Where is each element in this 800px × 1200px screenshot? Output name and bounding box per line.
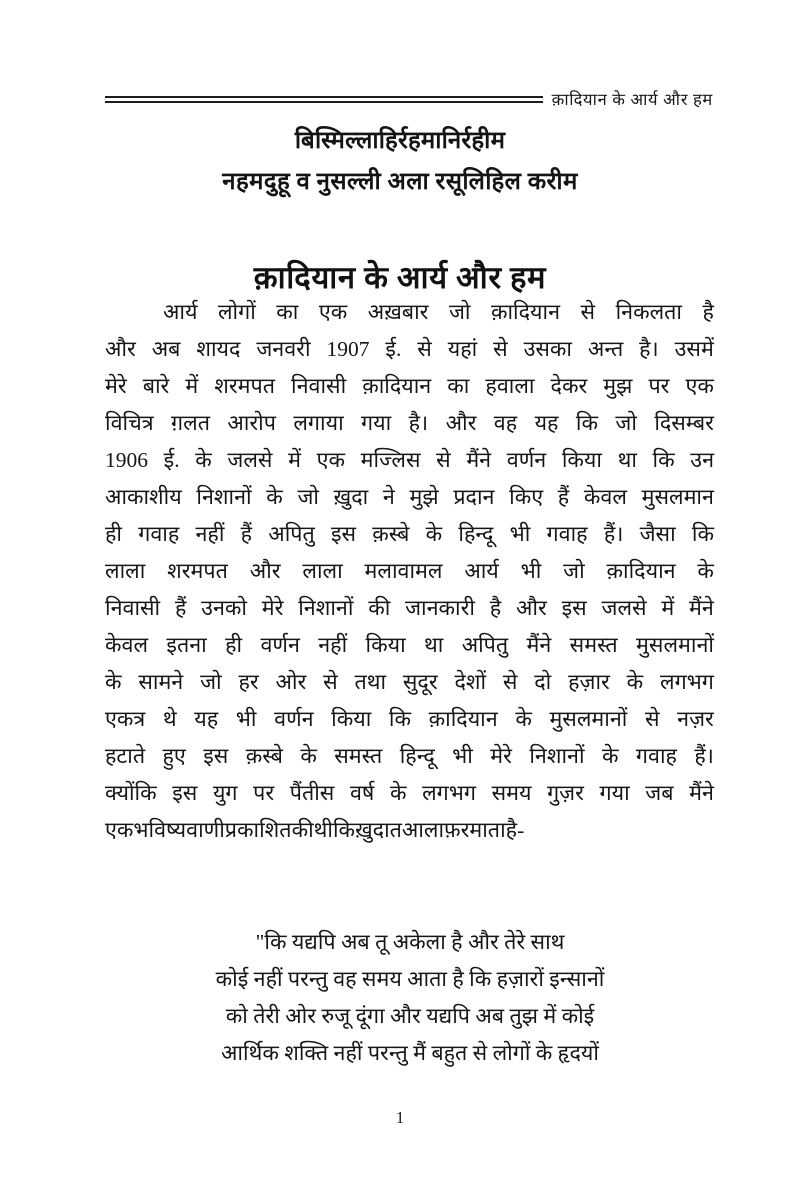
body-word: एक bbox=[105, 818, 134, 842]
body-word: दिसम्बर bbox=[654, 411, 714, 435]
body-word: से bbox=[436, 448, 451, 472]
body-word: केवल bbox=[105, 633, 149, 657]
body-word: शरमपत bbox=[167, 559, 228, 583]
body-word: नहीं bbox=[195, 522, 225, 546]
body-word: शरमपत bbox=[214, 374, 275, 398]
body-word: क़स्बे bbox=[372, 522, 410, 546]
body-word: पर bbox=[253, 781, 275, 805]
body-word: मेरे bbox=[261, 596, 284, 620]
body-word: गवाह bbox=[138, 522, 180, 546]
body-word: मुसलमान bbox=[641, 485, 714, 509]
body-text-line bbox=[105, 664, 714, 701]
body-word: एक bbox=[318, 300, 348, 324]
body-word: प्रदान bbox=[453, 485, 495, 509]
body-word: किया bbox=[365, 633, 406, 657]
body-word: विचित्र bbox=[105, 411, 154, 435]
body-word: है। bbox=[408, 411, 429, 435]
body-word: की bbox=[368, 596, 391, 620]
body-word: के bbox=[389, 781, 407, 805]
body-word: में bbox=[661, 596, 675, 620]
body-word: भी bbox=[509, 522, 531, 546]
body-word: वर्णन bbox=[274, 707, 314, 731]
body-word: बारे bbox=[142, 374, 170, 398]
body-text-line bbox=[105, 738, 714, 775]
body-word: इस bbox=[561, 596, 587, 620]
body-word: किया bbox=[331, 707, 372, 731]
body-word: के bbox=[601, 744, 619, 768]
body-word: केवल bbox=[583, 485, 627, 509]
body-word: 1906 bbox=[105, 448, 148, 472]
invocation-line-basmala: बिस्मिल्लाहिर्रहमानिर्रहीम bbox=[294, 128, 506, 154]
body-word: निवासी bbox=[105, 596, 161, 620]
body-word: से bbox=[323, 670, 338, 694]
body-word: लोगों bbox=[217, 300, 256, 324]
body-word: नहीं bbox=[318, 633, 348, 657]
body-word: से bbox=[417, 337, 432, 361]
body-word: कि bbox=[652, 448, 675, 472]
body-word: से bbox=[644, 707, 660, 731]
body-word: ग़लत bbox=[171, 411, 210, 435]
body-word: किए bbox=[509, 485, 544, 509]
body-word: में bbox=[288, 448, 301, 472]
body-word: उन bbox=[690, 448, 714, 472]
body-word: की bbox=[291, 818, 314, 842]
body-word: हुए bbox=[162, 744, 186, 768]
body-word: उसका bbox=[523, 337, 572, 361]
body-word: से bbox=[580, 300, 596, 324]
body-word: गवाह bbox=[546, 522, 588, 546]
body-word: क़ादियान bbox=[490, 300, 561, 324]
body-word: यहां bbox=[447, 337, 478, 361]
body-word: मैंने bbox=[689, 781, 714, 805]
body-word: इस bbox=[172, 781, 198, 805]
body-text-line bbox=[105, 368, 714, 405]
invocation-line-hamdala: नहमदुहू व नुसल्ली अला रसूलिहिल करीम bbox=[222, 168, 578, 195]
body-word: जानकारी bbox=[405, 596, 475, 620]
body-word: ही bbox=[225, 633, 243, 657]
body-word: वर्णन bbox=[506, 448, 547, 472]
body-word: के bbox=[425, 522, 443, 546]
body-word: इस bbox=[330, 522, 357, 546]
body-word: मुसलमानों bbox=[636, 633, 714, 657]
body-word: में bbox=[185, 374, 199, 398]
body-word: अन्त bbox=[587, 337, 624, 361]
body-word: गवाह bbox=[635, 744, 677, 768]
body-word: मैंने bbox=[526, 633, 552, 657]
body-word: है bbox=[702, 300, 714, 324]
body-word: मज्लिस bbox=[360, 448, 421, 472]
body-word: जो bbox=[615, 411, 637, 435]
body-word: मुसलमानों bbox=[549, 707, 628, 731]
header-double-rule-icon bbox=[105, 96, 543, 103]
body-word: के bbox=[266, 485, 283, 509]
body-word: हज़ार bbox=[568, 670, 610, 694]
body-word: और bbox=[516, 596, 547, 620]
body-word: ख़ुदा bbox=[355, 818, 390, 842]
body-text-block bbox=[105, 294, 714, 849]
body-word: आरोप bbox=[227, 411, 276, 435]
body-text-line bbox=[105, 442, 714, 479]
body-word: लगभग bbox=[422, 781, 476, 805]
body-word: यह bbox=[194, 707, 219, 731]
body-word: आर्य bbox=[464, 559, 499, 583]
body-word: ही bbox=[105, 522, 122, 546]
body-word: आकाशीय bbox=[105, 485, 182, 509]
body-word: लाला bbox=[105, 559, 146, 583]
body-word: जो bbox=[297, 485, 319, 509]
body-word: लगभग bbox=[660, 670, 714, 694]
body-word: मेरे bbox=[105, 374, 127, 398]
quotation-line: "कि यद्यपि अब तू अकेला है और तेरे साथ bbox=[255, 930, 565, 954]
body-word: जलसे bbox=[227, 448, 273, 472]
body-word: एक bbox=[316, 448, 345, 472]
body-word: अख़बार bbox=[367, 300, 429, 324]
body-text-line bbox=[105, 812, 714, 849]
body-word: समस्त bbox=[569, 633, 618, 657]
body-word: किया bbox=[561, 448, 602, 472]
body-text-line bbox=[105, 331, 714, 368]
body-word: के bbox=[626, 670, 644, 694]
body-word: हैं। bbox=[603, 522, 624, 546]
body-word: एक bbox=[685, 374, 714, 398]
body-word: इस bbox=[203, 744, 229, 768]
body-word: आर्य bbox=[163, 300, 198, 324]
body-word: अपितु bbox=[461, 633, 509, 657]
body-word: के bbox=[105, 670, 122, 694]
body-word: कि bbox=[388, 707, 412, 731]
running-header bbox=[105, 86, 713, 114]
body-word: जो bbox=[200, 670, 222, 694]
body-word: निवासी bbox=[291, 374, 347, 398]
body-word: भी bbox=[452, 744, 473, 768]
running-header-title: क़ादियान के आर्य और हम bbox=[551, 89, 713, 109]
body-word: मुझ bbox=[603, 374, 633, 398]
body-word: गया bbox=[361, 411, 392, 435]
body-word: से bbox=[502, 670, 518, 694]
body-word: और bbox=[249, 559, 281, 583]
body-word: यह bbox=[534, 411, 559, 435]
body-word: जो bbox=[563, 559, 585, 583]
body-word: क्योंकि bbox=[105, 781, 157, 805]
body-word: शायद bbox=[196, 337, 241, 361]
body-word: दो bbox=[534, 670, 552, 694]
invocation-block bbox=[60, 126, 740, 198]
body-word: हैं bbox=[174, 596, 187, 620]
body-word: लगाया bbox=[293, 411, 344, 435]
page-folio-number: 1 bbox=[395, 1108, 405, 1127]
body-word: उसमें bbox=[674, 337, 714, 361]
body-word: के bbox=[195, 448, 212, 472]
body-word: जलसे bbox=[601, 596, 647, 620]
body-word: 1907 bbox=[326, 337, 370, 361]
body-word: युग bbox=[212, 781, 238, 805]
body-text-line bbox=[105, 590, 714, 627]
body-text-line bbox=[105, 553, 714, 590]
body-word: ई. bbox=[163, 448, 180, 472]
body-word: भी bbox=[235, 707, 257, 731]
body-word: ने bbox=[382, 485, 395, 509]
quotation-line: को तेरी ओर रुजू दूंगा और यद्यपि अब तुझ में कोई bbox=[225, 1004, 595, 1028]
body-word: वर्णन bbox=[260, 633, 300, 657]
body-word: का bbox=[276, 300, 299, 324]
body-word: ई. bbox=[385, 337, 402, 361]
body-word: लाला bbox=[302, 559, 343, 583]
body-word: निशानों bbox=[529, 744, 585, 768]
body-text-line bbox=[105, 405, 714, 442]
body-word: हैं। bbox=[694, 744, 714, 768]
body-text-line bbox=[105, 627, 714, 664]
body-word: सामने bbox=[138, 670, 184, 694]
body-word: था bbox=[424, 633, 444, 657]
body-word: थी bbox=[313, 818, 333, 842]
body-word: समय bbox=[491, 781, 532, 805]
body-word: हिन्दू bbox=[399, 744, 435, 768]
body-word: कि bbox=[691, 522, 714, 546]
body-word: जब bbox=[645, 781, 674, 805]
body-word: निकलता bbox=[615, 300, 682, 324]
body-word: क़ादियान bbox=[606, 559, 676, 583]
quotation-line: आर्थिक शक्ति नहीं परन्तु मैं बहुत से लोगों के हृदयों bbox=[221, 1041, 599, 1065]
body-word: मैंने bbox=[466, 448, 492, 472]
body-word: प्रकाशित bbox=[224, 818, 292, 842]
body-word: वर्ष bbox=[349, 781, 375, 805]
body-word: गया bbox=[599, 781, 630, 805]
body-word: भी bbox=[520, 559, 542, 583]
body-text-line bbox=[105, 775, 714, 812]
body-word: हैं bbox=[557, 485, 570, 509]
body-word: का bbox=[447, 374, 470, 398]
body-word: नज़र bbox=[677, 707, 714, 731]
body-text-line bbox=[105, 479, 714, 516]
body-word: एकत्र bbox=[105, 707, 146, 731]
body-word: हिन्दू bbox=[458, 522, 494, 546]
body-word: - bbox=[517, 818, 525, 842]
page-title: क़ादियान के आर्य और हम bbox=[253, 259, 547, 295]
body-word: हवाला bbox=[485, 374, 535, 398]
body-word: मलावामल bbox=[364, 559, 443, 583]
body-word: फ़रमाता bbox=[444, 818, 506, 842]
body-word: उनको bbox=[201, 596, 247, 620]
body-word: है bbox=[505, 818, 518, 842]
body-word: तआला bbox=[389, 818, 445, 842]
body-word: क़ादियान bbox=[362, 374, 432, 398]
body-word: अपितु bbox=[268, 522, 315, 546]
body-text-line bbox=[105, 701, 714, 738]
body-word: पैंतीस bbox=[289, 781, 335, 805]
body-word: क़ादियान bbox=[428, 707, 498, 731]
body-word: है। bbox=[639, 337, 659, 361]
body-word: सुदूर bbox=[402, 670, 438, 694]
body-word: निशानों bbox=[196, 485, 252, 509]
body-word: मेरे bbox=[490, 744, 512, 768]
quotation-line: कोई नहीं परन्तु वह समय आता है कि हज़ारों इन्सानों bbox=[215, 967, 605, 991]
body-word: कि bbox=[332, 818, 356, 842]
body-word: हटाते bbox=[105, 744, 146, 768]
body-word: देकर bbox=[550, 374, 588, 398]
body-word: ओर bbox=[275, 670, 307, 694]
body-word: अब bbox=[151, 337, 181, 361]
quotation-block bbox=[150, 924, 670, 1072]
body-word: क़स्बे bbox=[245, 744, 283, 768]
body-text-line bbox=[105, 294, 714, 331]
body-word: के bbox=[515, 707, 532, 731]
body-word: ख़ुदा bbox=[333, 485, 369, 509]
body-word: मैंने bbox=[689, 596, 714, 620]
body-word: भविष्यवाणी bbox=[133, 818, 225, 842]
body-word: गुज़र bbox=[547, 781, 584, 805]
body-word: वह bbox=[493, 411, 518, 435]
body-word: है bbox=[489, 596, 502, 620]
body-word: मुझे bbox=[409, 485, 439, 509]
body-word: था bbox=[617, 448, 637, 472]
body-word: जो bbox=[448, 300, 471, 324]
body-text-line bbox=[105, 516, 714, 553]
body-word: समस्त bbox=[334, 744, 383, 768]
body-word: तथा bbox=[354, 670, 387, 694]
body-word: के bbox=[300, 744, 317, 768]
body-word: जैसा bbox=[639, 522, 676, 546]
body-word: देशों bbox=[454, 670, 487, 694]
body-word: और bbox=[105, 337, 136, 361]
body-word: थे bbox=[162, 707, 177, 731]
body-word: निशानों bbox=[298, 596, 354, 620]
body-word: हर bbox=[238, 670, 259, 694]
body-word: हैं bbox=[240, 522, 253, 546]
body-word: के bbox=[697, 559, 714, 583]
body-word: से bbox=[493, 337, 508, 361]
body-word: कि bbox=[575, 411, 598, 435]
body-word: पर bbox=[648, 374, 670, 398]
body-word: जनवरी bbox=[256, 337, 311, 361]
body-word: इतना bbox=[166, 633, 207, 657]
body-word: और bbox=[445, 411, 477, 435]
